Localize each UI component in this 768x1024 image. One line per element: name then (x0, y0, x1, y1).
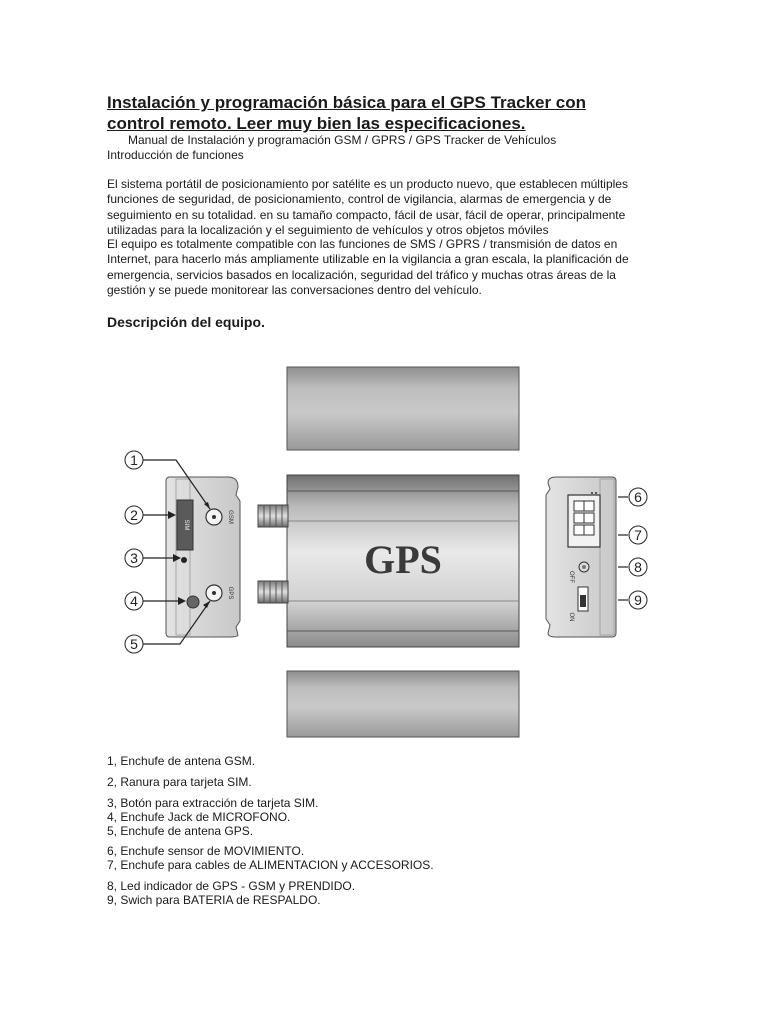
switch-off-label: OFF (568, 571, 574, 583)
callout-7 (618, 526, 647, 544)
svg-text:9: 9 (634, 592, 642, 608)
compatibility-paragraph (107, 237, 667, 299)
legend-item: 2, Ranura para tarjeta SIM. (107, 775, 252, 789)
paragraph-line: funciones de seguridad, de posicionamiento, control de vigilancia, alarmas de emergencia y de (107, 192, 612, 207)
right-end-panel (546, 477, 616, 637)
sim-eject-button (181, 557, 187, 563)
legend-item: 4, Enchufe Jack de MICROFONO. (107, 810, 291, 824)
legend-item: 9, Swich para BATERIA de RESPALDO. (107, 893, 321, 907)
paragraph-line: emergencia, servicios basados en localización, seguridad del tráfico y muchas otras áreas de la (107, 267, 616, 282)
svg-text:2: 2 (130, 507, 138, 523)
paragraph-line: seguimiento en su totalidad. en su tamaño compacto, fácil de usar, fácil de operar, principalmente (107, 207, 626, 222)
sim-label: SIM (183, 519, 189, 531)
paragraph-line: El sistema portátil de posicionamiento por satélite es un producto nuevo, que establecen múltiples (107, 177, 628, 191)
power-accessory-connector (568, 492, 600, 547)
paragraph-line: Internet, para hacerlo más ampliamente utilizable en la vigilancia a gran escala, la planificación de (107, 252, 629, 267)
bottom-plate (287, 671, 519, 737)
intro-paragraph (107, 177, 667, 239)
svg-text:1: 1 (130, 452, 138, 468)
manual-subtitle: Manual de Instalación y programación GSM / GPRS / GPS Tracker de Vehículos (128, 133, 557, 147)
mic-jack (187, 596, 199, 608)
paragraph-line: El equipo es totalmente compatible con las funciones de SMS / GPRS / transmisión de datos en (107, 237, 618, 251)
gsm-label: GSM (227, 510, 233, 524)
switch-on-label: ON (568, 612, 574, 622)
legend-item: 5, Enchufe de antena GPS. (107, 824, 254, 838)
device-diagram (100, 355, 670, 745)
title-line: control remoto. Leer muy bien las especificaciones. (107, 114, 526, 133)
gps-label: GPS (227, 586, 233, 600)
svg-text:7: 7 (634, 527, 642, 543)
document-title (107, 92, 667, 134)
svg-text:5: 5 (130, 636, 138, 652)
device-body (287, 475, 519, 647)
title-line: Instalación y programación básica para el GPS Tracker con (107, 93, 587, 112)
legend-item: 1, Enchufe de antena GSM. (107, 754, 256, 768)
svg-text:4: 4 (130, 593, 138, 609)
legend-item: 8, Led indicador de GPS - GSM y PRENDIDO. (107, 879, 356, 893)
equipment-description-heading: Descripción del equipo. (107, 314, 265, 330)
callout-9 (618, 591, 647, 609)
functions-subheading: Introducción de funciones (107, 148, 244, 162)
paragraph-line: gestión y se puede monitorear las conversaciones dentro del vehículo. (107, 283, 482, 298)
svg-text:3: 3 (130, 550, 138, 566)
svg-text:6: 6 (634, 489, 642, 505)
top-plate (287, 367, 519, 450)
gps-brand-label: GPS (364, 537, 442, 582)
legend-item: 7, Enchufe para cables de ALIMENTACION y ACCESORIOS. (107, 858, 434, 872)
gps-antenna-connector (258, 581, 288, 603)
legend-item: 3, Botón para extracción de tarjeta SIM. (107, 796, 319, 810)
legend-item: 6, Enchufe sensor de MOVIMIENTO. (107, 844, 305, 858)
gsm-antenna-connector (258, 505, 288, 527)
callout-8 (618, 558, 647, 576)
paragraph-line: utilizadas para la localización y el seguimiento de vehículos y otros objetos móviles (107, 223, 549, 238)
svg-text:8: 8 (634, 559, 642, 575)
callout-6 (618, 488, 647, 506)
